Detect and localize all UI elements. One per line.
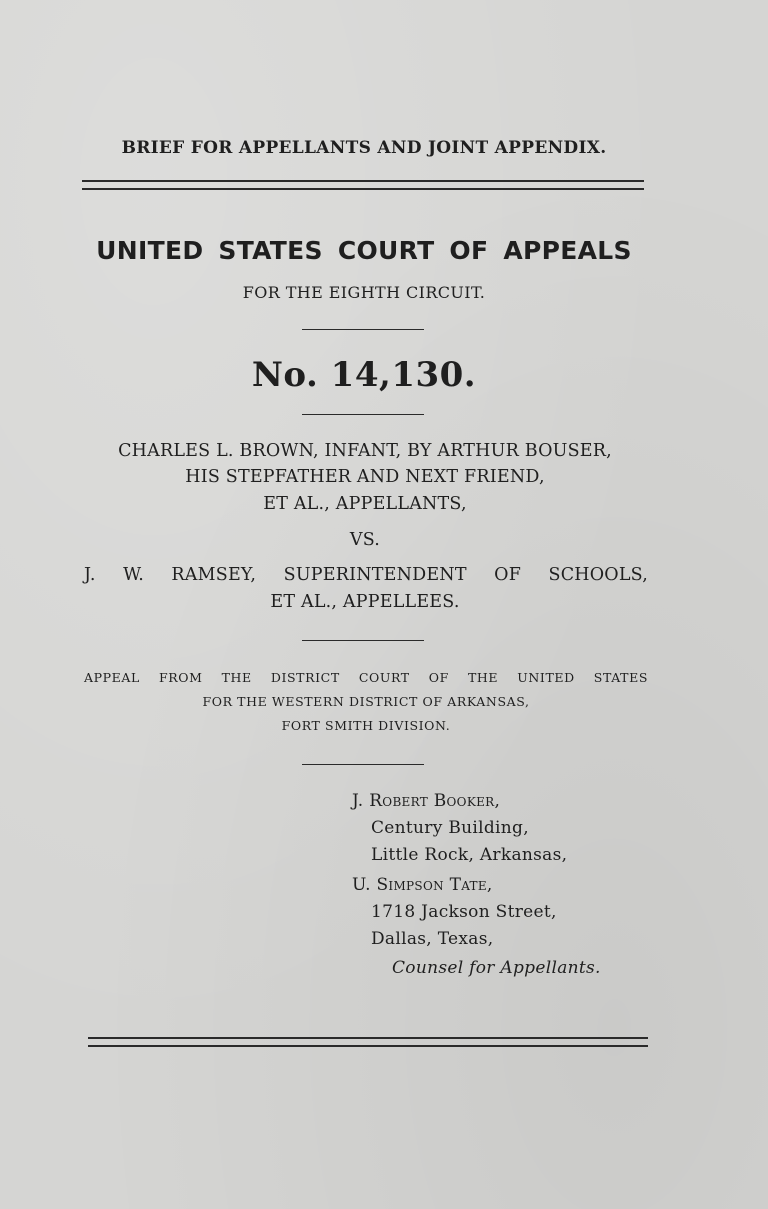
court-name: UNITED STATES COURT OF APPEALS (96, 236, 632, 265)
appellants-line: HIS STEPFATHER AND NEXT FRIEND, (185, 467, 545, 487)
attorney-address: Century Building, (371, 818, 529, 838)
divider-rule (302, 764, 424, 765)
appeal-line: FORT SMITH DIVISION. (281, 718, 451, 733)
court-circuit: FOR THE EIGHTH CIRCUIT. (242, 283, 486, 302)
attorney-address: Dallas, Texas, (371, 929, 494, 949)
appellants-line: CHARLES L. BROWN, INFANT, BY ARTHUR BOUSER, (118, 441, 612, 461)
attorney-address: 1718 Jackson Street, (371, 902, 557, 922)
case-number: No. 14,130. (251, 355, 477, 395)
divider-rule (302, 414, 424, 415)
attorney-name: U. Simpson Tate, (352, 875, 493, 895)
appellants-line: ET AL., APPELLANTS, (263, 494, 467, 514)
divider-rule (302, 640, 424, 641)
appellees-line: J. W. RAMSEY, SUPERINTENDENT OF SCHOOLS, (84, 565, 648, 585)
brief-title: BRIEF FOR APPELLANTS AND JOINT APPENDIX. (121, 138, 607, 158)
bottom-double-rule (88, 1037, 648, 1047)
attorney-address: Little Rock, Arkansas, (371, 845, 568, 865)
appellees-line: ET AL., APPELLEES. (270, 592, 460, 612)
counsel-role: Counsel for Appellants. (392, 958, 601, 978)
versus-label: VS. (349, 530, 381, 550)
appeal-line: APPEAL FROM THE DISTRICT COURT OF THE UNITED STATES (84, 670, 648, 685)
attorney-name: J. Robert Booker, (352, 791, 501, 811)
divider-rule (302, 329, 424, 330)
appeal-line: FOR THE WESTERN DISTRICT OF ARKANSAS, (202, 694, 530, 709)
top-double-rule (82, 180, 644, 190)
